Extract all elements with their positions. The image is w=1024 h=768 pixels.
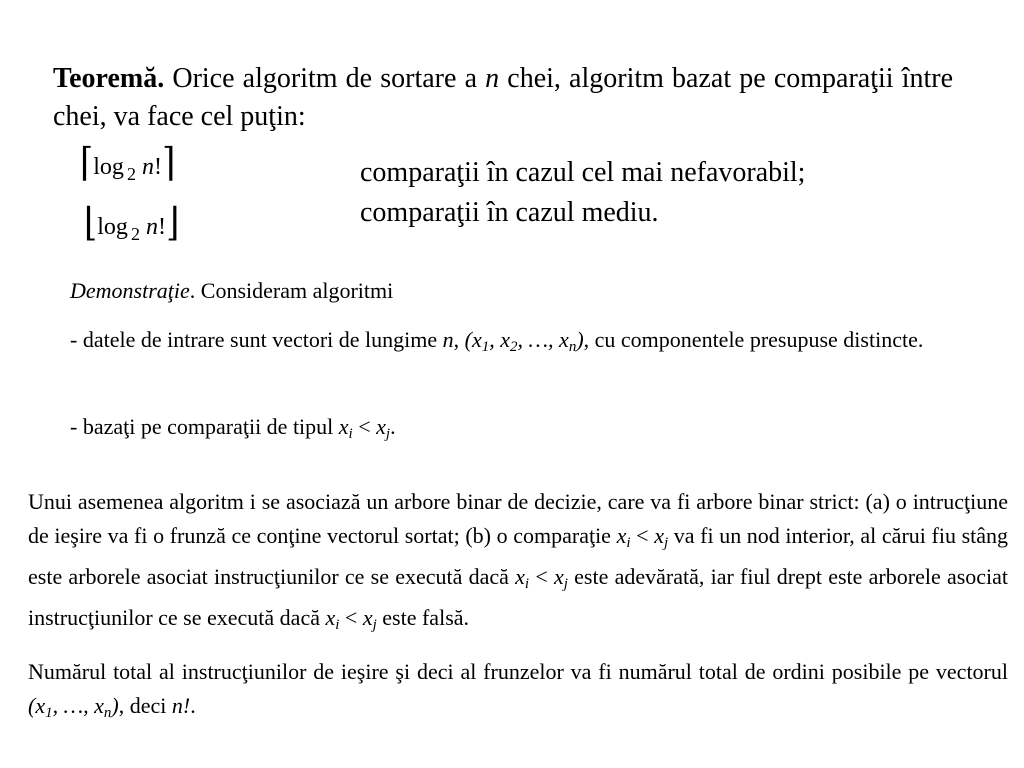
vec-sep1: , x: [489, 327, 510, 352]
paragraph-decision-tree: [28, 485, 1008, 642]
proof-item1-text-a: - datele de intrare sunt vectori de lungime: [70, 327, 438, 352]
n-factorial: n!: [171, 693, 191, 718]
vec-sep2: , …, x: [517, 327, 569, 352]
sub-i: i: [626, 535, 631, 551]
formula-floor-log2-nfact: [84, 202, 180, 248]
paragraph-leaf-count: [28, 655, 1008, 730]
sub-i: i: [335, 617, 340, 633]
theorem-label: Teoremă.: [53, 63, 165, 94]
vec-sep: , …, x: [52, 693, 104, 718]
para1-text-3: este adevărată, iar fiul drept este arborele asociat instrucţiunilor ce se execută dacă: [28, 564, 1009, 630]
vec-close: ): [576, 327, 584, 352]
para2-text-2: , deci: [118, 693, 167, 718]
sub-n: n: [103, 705, 112, 721]
case-worst-text: comparaţii în cazul cel mai nefavorabil;: [360, 157, 806, 188]
sub-j: j: [663, 535, 669, 551]
var-x: x: [376, 414, 386, 439]
sub-j: j: [385, 426, 391, 442]
sub-j: j: [372, 617, 377, 633]
proof-label: Demonstraţie: [70, 278, 190, 303]
less-than: <: [344, 605, 358, 630]
theorem-statement: [53, 60, 953, 136]
proof-item-1: [70, 324, 950, 363]
var-x: x: [362, 605, 373, 630]
log-arg: n: [141, 154, 154, 180]
proof-item-2: [70, 411, 950, 450]
var-x: x: [325, 605, 336, 630]
sub-n: n: [568, 339, 577, 355]
theorem-text-part1: Orice algoritm de sortare a: [172, 63, 477, 94]
less-than: <: [535, 564, 548, 589]
var-x: x: [654, 523, 664, 548]
var-x: x: [338, 414, 349, 439]
theorem-text-part2: chei, algoritm bazat pe comparaţii între chei, va face cel puţin:: [53, 63, 954, 132]
log-text: log: [93, 154, 124, 180]
para1-text-4: este falsă.: [382, 605, 470, 630]
case-average-text: comparaţii în cazul mediu.: [360, 197, 659, 228]
period: .: [390, 414, 396, 439]
floor-left-bracket: ⌊: [84, 202, 98, 245]
vec-open: (x: [464, 327, 482, 352]
proof-intro: [70, 275, 950, 306]
var-x: x: [616, 523, 627, 548]
sub-1: 1: [481, 339, 490, 355]
floor-right-bracket: ⌋: [165, 202, 180, 245]
para2-text-1: Numărul total al instrucţiunilor de ieşire şi deci al frunzelor va fi numărul total de ordini posibile pe vectorul: [28, 659, 1008, 684]
factorial-sign: !: [153, 154, 162, 180]
ceil-left-bracket: ⌈: [80, 142, 94, 185]
vector-expression: [464, 327, 584, 355]
vector-expression: [28, 693, 119, 721]
less-than: <: [636, 523, 649, 548]
proof-intro-text: . Consideram algoritmi: [189, 278, 394, 303]
log-base: 2: [130, 224, 140, 244]
sub-i: i: [348, 426, 353, 442]
proof-item1-comma: ,: [453, 327, 460, 352]
var-x: x: [553, 564, 564, 589]
log-arg: n: [145, 214, 158, 240]
para1-text-2: va fi un nod interior, al cărui fiu stâng este arborele asociat instrucţiunilor ce se execută dacă: [28, 523, 1009, 589]
para1-text-1: Unui asemenea algoritm i se asociază un arbore binar de decizie, care va fi arbore binar strict: (a) o intrucţiune de ieşire va fi o frunză ce conţine vectorul sortat; (b) o comparaţie: [28, 489, 1008, 548]
sub-1: 1: [45, 705, 53, 721]
ceil-right-bracket: ⌉: [161, 142, 176, 185]
vec-close: ): [111, 693, 119, 718]
proof-item1-var-n: n: [442, 327, 454, 352]
theorem-var-n: n: [485, 63, 500, 94]
sub-2: 2: [510, 339, 518, 355]
period: .: [190, 693, 196, 718]
factorial-sign: !: [157, 214, 166, 240]
proof-item1-text-c: , cu componentele presupuse distincte.: [583, 327, 924, 352]
log-base: 2: [126, 164, 136, 184]
sub-j: j: [563, 576, 568, 592]
sub-i: i: [524, 576, 530, 592]
less-than: <: [358, 414, 371, 439]
log-text: log: [97, 214, 128, 240]
var-x: x: [515, 564, 525, 589]
proof-item2-text: - bazaţi pe comparaţii de tipul: [70, 414, 334, 439]
vec-open: (x: [28, 693, 46, 718]
formula-ceil-log2-nfact: [80, 142, 176, 188]
